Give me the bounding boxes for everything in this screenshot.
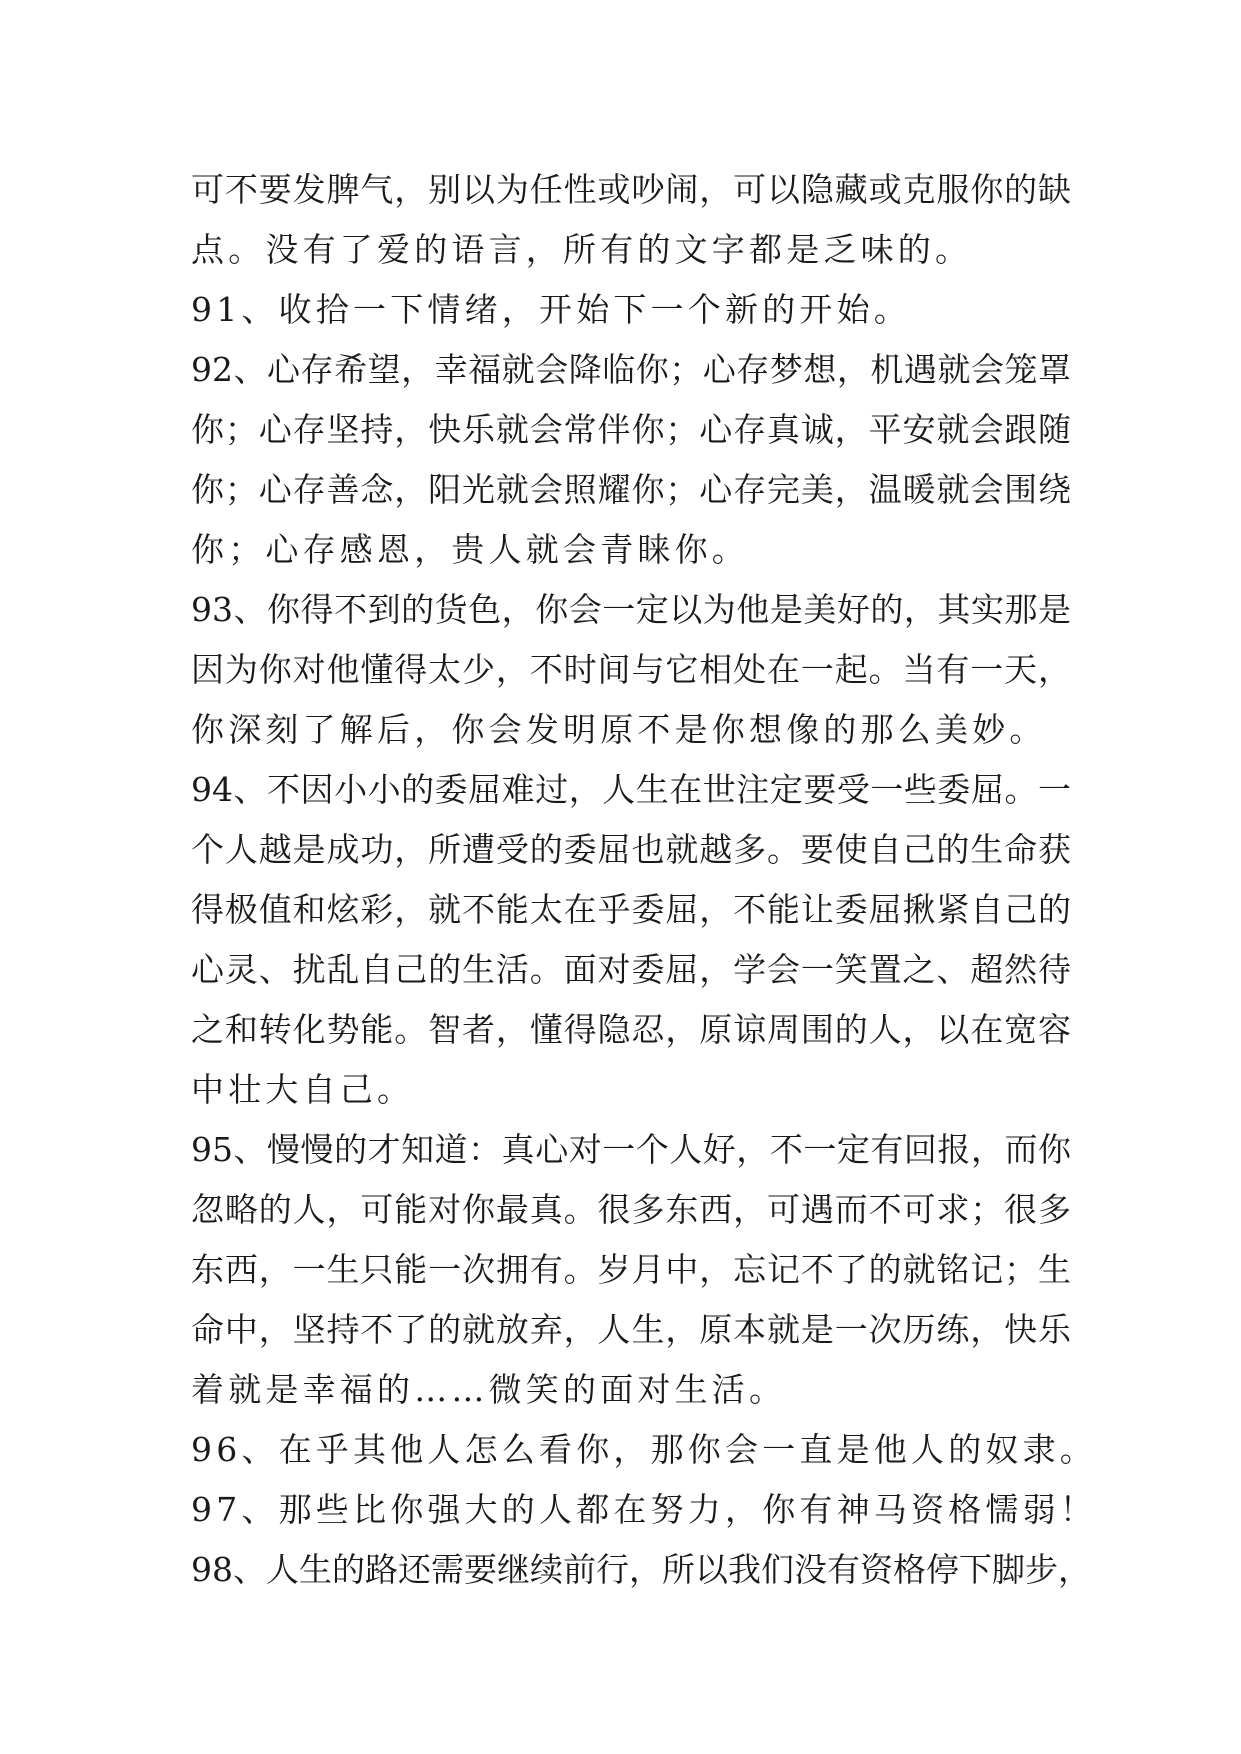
text-line: 个人越是成功，所遭受的委屈也就越多。要使自己的生命获: [191, 830, 1071, 869]
text-line: 得极值和炫彩，就不能太在乎委屈，不能让委屈揪紧自己的: [191, 890, 1071, 929]
body-text: [191, 160, 1097, 1600]
text-line: 之和转化势能。智者，懂得隐忍，原谅周围的人，以在宽容: [191, 1010, 1071, 1049]
text-line: 92、心存希望，幸福就会降临你；心存梦想，机遇就会笼罩: [191, 350, 1071, 389]
text-line: 着就是幸福的……微笑的面对生活。: [191, 1370, 787, 1409]
text-line: 97、那些比你强大的人都在努力，你有神马资格懦弱！: [191, 1490, 1097, 1529]
text-line: 点。没有了爱的语言，所有的文字都是乏味的。: [191, 230, 973, 269]
text-line: 93、你得不到的货色，你会一定以为他是美好的，其实那是: [191, 590, 1071, 629]
text-line: 95、慢慢的才知道：真心对一个人好，不一定有回报，而你: [191, 1130, 1071, 1169]
text-line: 你深刻了解后，你会发明原不是你想像的那么美妙。: [191, 710, 1047, 749]
text-line: 可不要发脾气，别以为任性或吵闹，可以隐藏或克服你的缺: [191, 170, 1071, 209]
text-line: 心灵、扰乱自己的生活。面对委屈，学会一笑置之、超然待: [191, 950, 1071, 989]
text-line: 忽略的人，可能对你最真。很多东西，可遇而不可求；很多: [191, 1190, 1071, 1229]
text-line: 98、人生的路还需要继续前行，所以我们没有资格停下脚步，: [191, 1550, 1091, 1589]
text-line: 因为你对他懂得太少，不时间与它相处在一起。当有一天，: [191, 650, 1071, 689]
text-line: 中壮大自己。: [191, 1070, 415, 1109]
text-line: 你；心存坚持，快乐就会常伴你；心存真诚，平安就会跟随: [191, 410, 1071, 449]
text-line: 命中，坚持不了的就放弃，人生，原本就是一次历练，快乐: [191, 1310, 1071, 1349]
text-line: 你；心存感恩，贵人就会青睐你。: [191, 530, 749, 569]
text-line: 96、在乎其他人怎么看你，那你会一直是他人的奴隶。: [191, 1430, 1097, 1469]
text-line: 94、不因小小的委屈难过，人生在世注定要受一些委屈。一: [191, 770, 1071, 809]
text-line: 你；心存善念，阳光就会照耀你；心存完美，温暖就会围绕: [191, 470, 1071, 509]
text-line: 91、收拾一下情绪，开始下一个新的开始。: [191, 290, 911, 329]
text-line: 东西，一生只能一次拥有。岁月中，忘记不了的就铭记；生: [191, 1250, 1071, 1289]
